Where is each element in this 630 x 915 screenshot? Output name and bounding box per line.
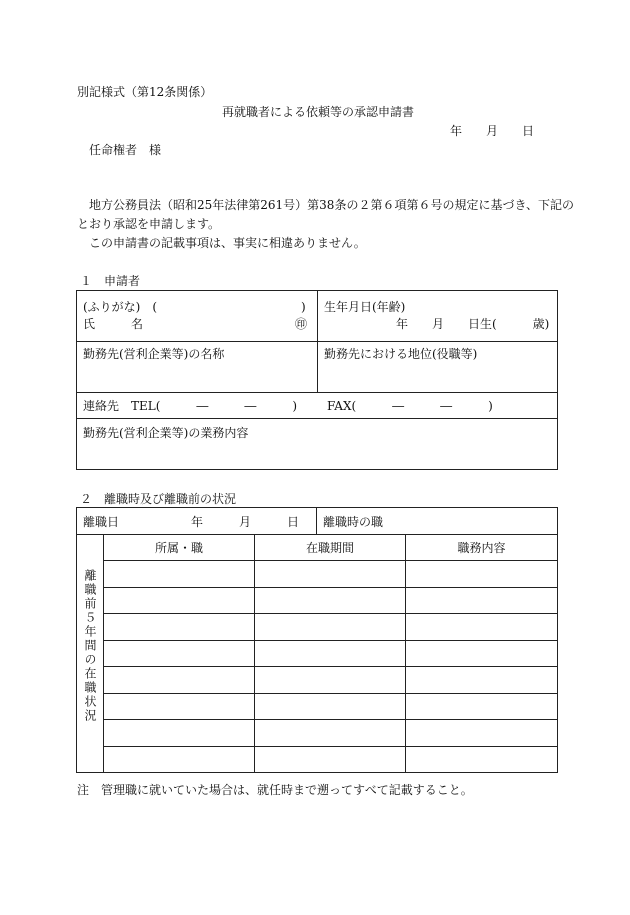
row-cell[interactable] xyxy=(406,694,558,720)
furigana-close: ) xyxy=(301,300,306,314)
row-cell[interactable] xyxy=(255,561,406,588)
name-cell[interactable] xyxy=(77,291,318,342)
section2-heading: ２ 離職時及び離職前の状況 xyxy=(80,492,237,506)
row-cell[interactable] xyxy=(406,747,558,773)
row-cell[interactable] xyxy=(406,588,558,614)
section1-heading: １ 申請者 xyxy=(80,274,141,288)
col-header-duties: 職務内容 xyxy=(406,535,558,561)
employer-name-cell[interactable] xyxy=(77,342,318,393)
employer-name-label: 勤務先(営利企業等)の名称 xyxy=(83,347,225,361)
employer-position-cell[interactable] xyxy=(318,342,558,393)
form-number: 別記様式（第12条関係） xyxy=(77,85,213,99)
row-cell[interactable] xyxy=(406,614,558,641)
row-cell[interactable] xyxy=(406,641,558,667)
employer-position-label: 勤務先における地位(役職等) xyxy=(324,347,478,361)
contact-cell[interactable] xyxy=(77,393,558,419)
row-cell[interactable] xyxy=(255,667,406,694)
footnote: 注 管理職に就いていた場合は、就任時まで遡ってすべて記載すること。 xyxy=(77,783,473,797)
row-cell[interactable] xyxy=(104,561,255,588)
row-cell[interactable] xyxy=(255,641,406,667)
intro-line-3: この申請書の記載事項は、事実に相違ありません。 xyxy=(89,236,366,250)
fax-label: FAX( ― ― ) xyxy=(327,399,493,413)
birth-cell[interactable] xyxy=(318,291,558,342)
row-cell[interactable] xyxy=(104,747,255,773)
applicant-table xyxy=(76,290,558,470)
row-cell[interactable] xyxy=(104,641,255,667)
row-cell[interactable] xyxy=(104,667,255,694)
row-cell[interactable] xyxy=(255,614,406,641)
furigana-label: (ふりがな) ( xyxy=(83,300,158,314)
retire-date-label: 離職日 年 月 日 xyxy=(83,515,300,529)
intro-line-1: 地方公務員法（昭和25年法律第261号）第38条の２第６項第６号の規定に基づき、下記の xyxy=(89,198,574,212)
business-label: 勤務先(営利企業等)の業務内容 xyxy=(83,426,249,440)
birth-value: 年 月 日生( 歳) xyxy=(396,317,550,331)
vertical-label: 離職前５年間の在職状況 xyxy=(83,568,97,723)
addressee: 任命権者 様 xyxy=(89,143,162,157)
employment-table xyxy=(76,507,558,773)
row-cell[interactable] xyxy=(255,720,406,747)
row-cell[interactable] xyxy=(406,720,558,747)
tel-label: 連絡先 TEL( ― ― ) xyxy=(83,399,298,413)
retire-date-cell[interactable] xyxy=(77,508,317,535)
row-cell[interactable] xyxy=(104,694,255,720)
row-cell[interactable] xyxy=(104,588,255,614)
row-cell[interactable] xyxy=(104,720,255,747)
business-cell[interactable] xyxy=(77,419,558,470)
row-cell[interactable] xyxy=(104,614,255,641)
row-cell[interactable] xyxy=(255,694,406,720)
col-header-period: 在職期間 xyxy=(255,535,406,561)
row-cell[interactable] xyxy=(406,561,558,588)
row-cell[interactable] xyxy=(255,747,406,773)
name-label: 氏 名 xyxy=(83,317,144,331)
intro-line-2: とおり承認を申請します。 xyxy=(77,217,221,231)
document-title: 再就職者による依頼等の承認申請書 xyxy=(222,105,415,119)
vertical-label-cell xyxy=(77,535,104,773)
retire-post-cell[interactable] xyxy=(317,508,558,535)
date-line: 年 月 日 xyxy=(450,124,535,138)
retire-post-label: 離職時の職 xyxy=(323,515,384,529)
seal-mark: ㊞ xyxy=(295,317,308,331)
birth-label: 生年月日(年齢) xyxy=(324,300,406,314)
row-cell[interactable] xyxy=(255,588,406,614)
row-cell[interactable] xyxy=(406,667,558,694)
col-header-post: 所属・職 xyxy=(104,535,255,561)
